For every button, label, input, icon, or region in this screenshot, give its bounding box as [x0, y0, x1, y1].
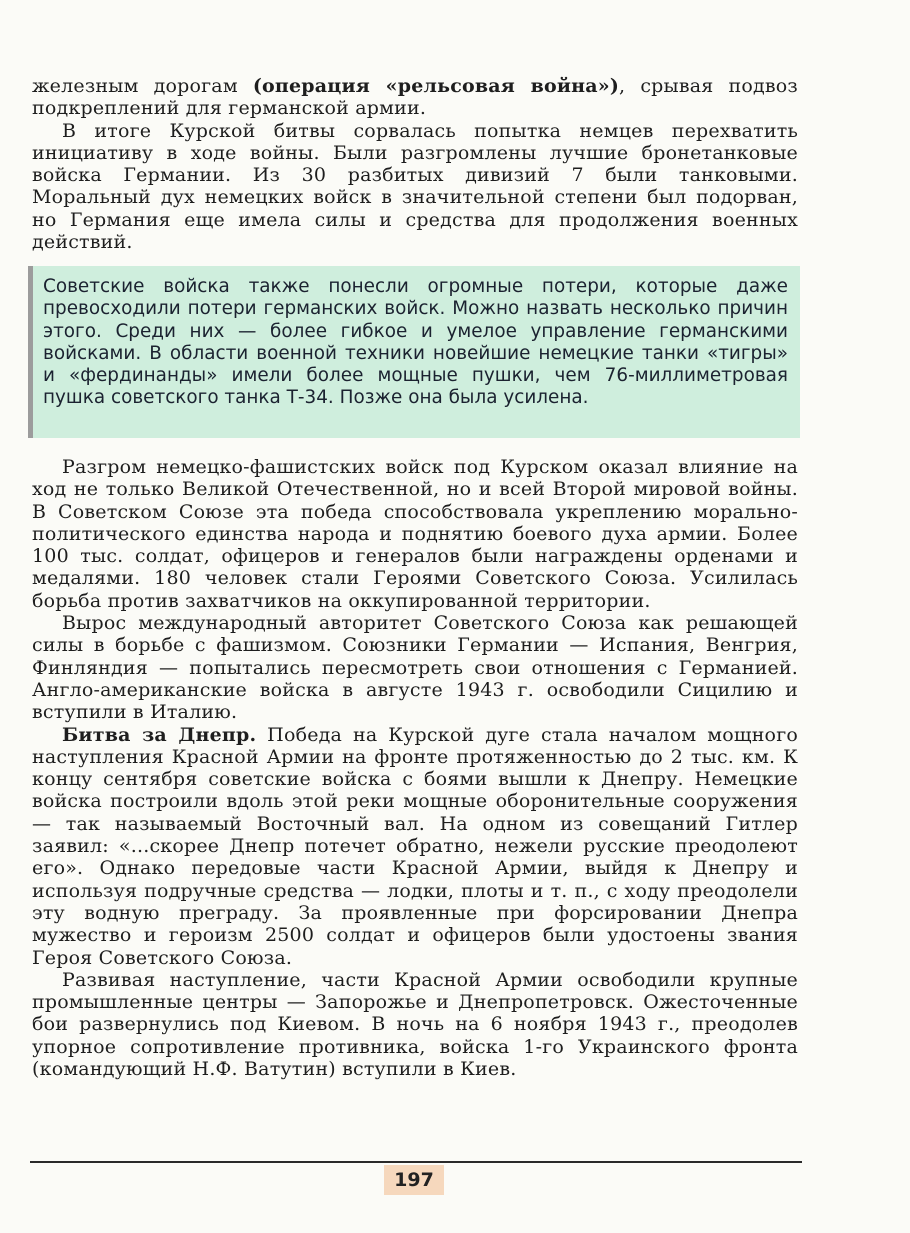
text-block-top — [32, 75, 798, 253]
paragraph-authority: Вырос международный авторитет Советского Союза как решающей силы в борьбе с фашизмом. Союзники Германии — Испания, Венгрия, Финляндия — попытались пересмотреть свои отношения с Германией. Англо-американские войска в августе 1943 г. освободили Сицилию и вступили в Италию. — [32, 612, 798, 724]
paragraph-kursk-influence: Разгром немецко-фашистских войск под Курском оказал влияние на ход не только Великой Отечественной, но и всей Второй мировой войны. В Советском Союзе эта победа способствовала укреплению морально-политического единства народа и поднятию боевого духа армии. Более 100 тыс. солдат, офицеров и генералов были награждены орденами и медалями. 180 человек стали Героями Советского Союза. Усилилась борьба против захватчиков на оккупированной территории. — [32, 456, 798, 612]
paragraph-rail-war: железным дорогам (операция «рельсовая война»), срывая подвоз подкреплений для германской армии. — [32, 75, 798, 120]
page-number: 197 — [384, 1165, 444, 1195]
text-block-main — [32, 456, 798, 1080]
section-heading-dnieper: Битва за Днепр. — [62, 723, 257, 746]
paragraph-kiev: Развивая наступление, части Красной Армии освободили крупные промышленные центры — Запорожье и Днепропетровск. Ожесточенные бои развернулись под Киевом. В ночь на 6 ноября 1943 г., преодолев упорное сопротивление противника, войска 1-го Украинского фронта (командующий Н.Ф. Ватутин) вступили в Киев. — [32, 968, 798, 1081]
paragraph-dnieper: Битва за Днепр. Победа на Курской дуге стала началом мощного наступления Красной Армии на фронте протяженностью до 2 тыс. км. К концу сентября советские войска с боями вышли к Днепру. Немецкие войска построили вдоль этой реки мощные оборонительные сооружения — так называемый Восточный вал. На одном из совещаний Гитлер заявил: «...скорее Днепр потечет обратно, нежели русские преодолеют его». Однако передовые части Красной Армии, выйдя к Днепру и используя подручные средства — лодки, плоты и т. п., с ходу преодолели эту водную преграду. За проявленные при форсировании Днепра мужество и героизм 2500 солдат и офицеров были удостоены звания Героя Советского Союза. — [32, 723, 798, 969]
paragraph-kursk-result: В итоге Курской битвы сорвалась попытка немцев перехватить инициативу в ходе войны. Были разгромлены лучшие бронетанковые войска Германии. Из 30 разбитых дивизий 7 были танковыми. Моральный дух немецких войск в значительной степени был подорван, но Германия еще имела силы и средства для продолжения военных действий. — [32, 119, 798, 254]
footer-divider — [30, 1161, 802, 1163]
highlight-box — [28, 266, 800, 438]
highlight-text: Советские войска также понесли огромные потери, которые даже превосходили потери германских войск. Можно назвать несколько причин этого. Среди них — более гибкое и умелое управление германскими войсками. В области военной техники новейшие немецкие танки «тигры» и «фердинанды» имели более мощные пушки, чем 76-миллиметровая пушка советского танка Т-34. Позже она была усилена. — [43, 276, 788, 409]
rail-war-term: (операция «рельсовая война») — [252, 75, 620, 97]
